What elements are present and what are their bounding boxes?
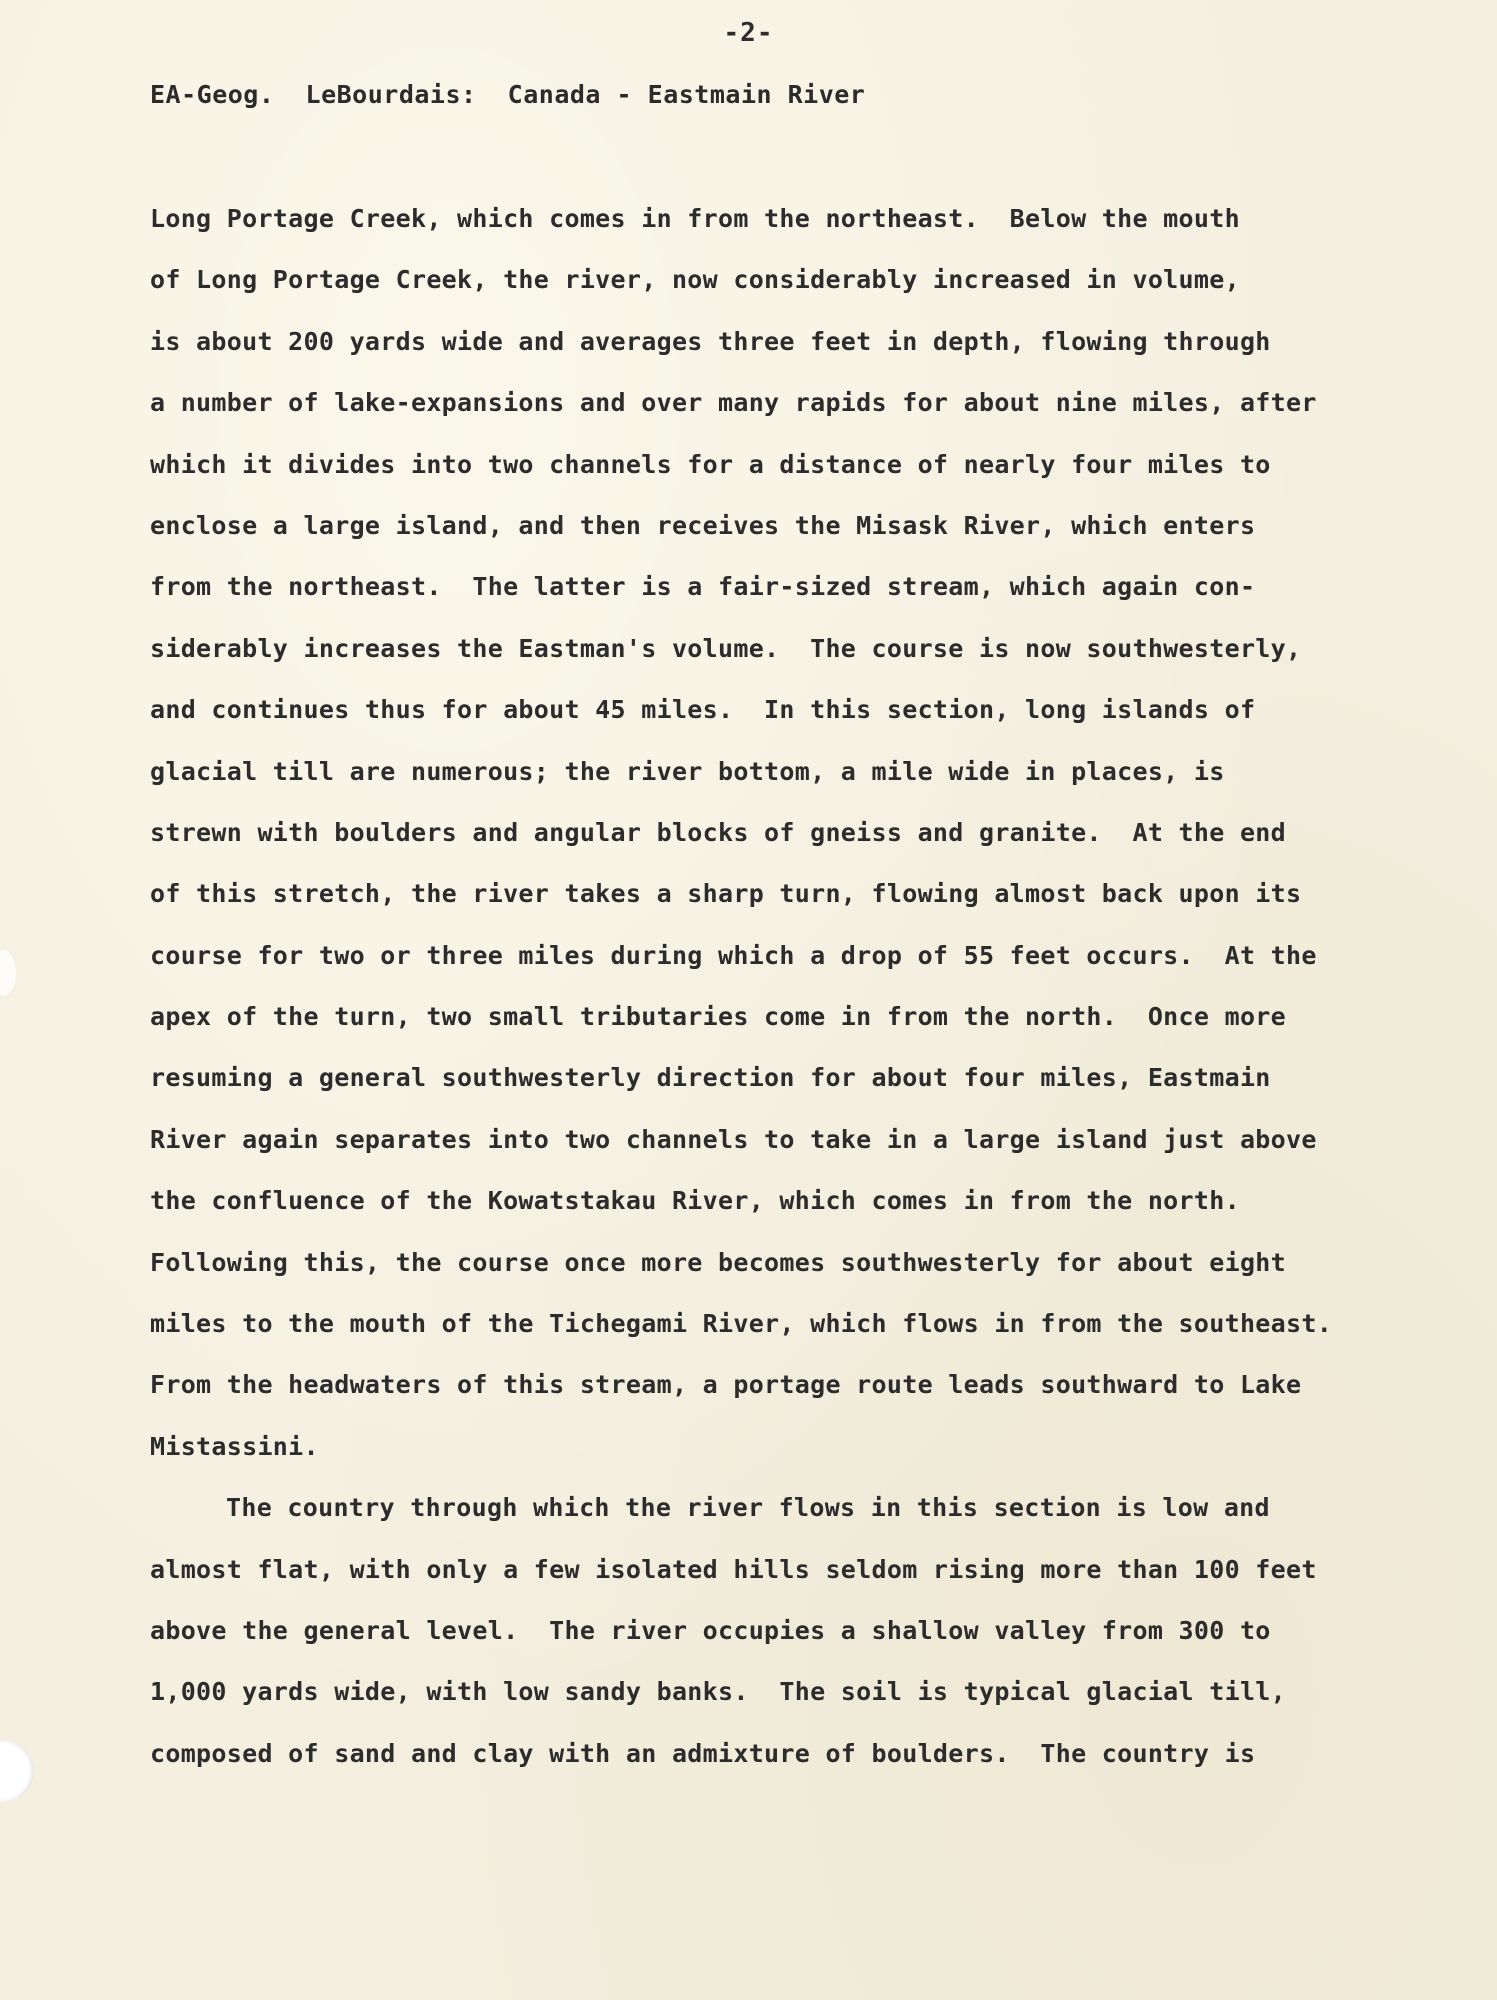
text-line: From the headwaters of this stream, a portage route leads southward to Lake — [150, 1370, 1302, 1400]
text-line: of Long Portage Creek, the river, now considerably increased in volume, — [150, 265, 1240, 295]
text-line: the confluence of the Kowatstakau River, which comes in from the north. — [150, 1186, 1240, 1216]
text-line: Following this, the course once more becomes southwesterly for about eight — [150, 1247, 1286, 1277]
text-line: River again separates into two channels to take in a large island just above — [150, 1124, 1317, 1154]
text-line: Mistassini. — [150, 1431, 319, 1461]
text-line: enclose a large island, and then receives the Misask River, which enters — [150, 510, 1256, 540]
text-line: composed of sand and clay with an admixture of boulders. The country is — [150, 1738, 1256, 1768]
text-line: Long Portage Creek, which comes in from the northeast. Below the mouth — [150, 204, 1240, 233]
text-line: from the northeast. The latter is a fair-sized stream, which again con- — [150, 572, 1256, 602]
punch-hole — [0, 1740, 34, 1802]
text-line: miles to the mouth of the Tichegami River, which flows in from the southeast. — [150, 1309, 1333, 1339]
paragraph-first-line: The country through which the river flows in this section is low and — [226, 1493, 1270, 1523]
text-line: of this stretch, the river takes a sharp turn, flowing almost back upon its — [150, 879, 1302, 909]
document-header: EA-Geog. LeBourdais: Canada - Eastmain River — [150, 80, 866, 109]
text-line: strewn with boulders and angular blocks of gneiss and granite. At the end — [150, 817, 1286, 847]
paper-edge-mark — [0, 950, 16, 996]
body-text — [150, 196, 1350, 1792]
text-line: siderably increases the Eastman's volume. The course is now southwesterly, — [150, 633, 1302, 663]
text-line: a number of lake-expansions and over many rapids for about nine miles, after — [150, 388, 1317, 418]
text-line: glacial till are numerous; the river bottom, a mile wide in places, is — [150, 756, 1225, 786]
text-line: which it divides into two channels for a distance of nearly four miles to — [150, 449, 1271, 479]
text-line: is about 200 yards wide and averages three feet in depth, flowing through — [150, 326, 1271, 356]
text-line: almost flat, with only a few isolated hills seldom rising more than 100 feet — [150, 1554, 1317, 1584]
text-line: above the general level. The river occupies a shallow valley from 300 to — [150, 1615, 1271, 1645]
page-number: -2- — [723, 18, 774, 48]
text-line: and continues thus for about 45 miles. In this section, long islands of — [150, 695, 1256, 725]
text-line: resuming a general southwesterly direction for about four miles, Eastmain — [150, 1063, 1271, 1093]
text-line: 1,000 yards wide, with low sandy banks. The soil is typical glacial till, — [150, 1677, 1286, 1707]
text-line: course for two or three miles during which a drop of 55 feet occurs. At the — [150, 940, 1317, 970]
text-line: apex of the turn, two small tributaries come in from the north. Once more — [150, 1002, 1286, 1032]
